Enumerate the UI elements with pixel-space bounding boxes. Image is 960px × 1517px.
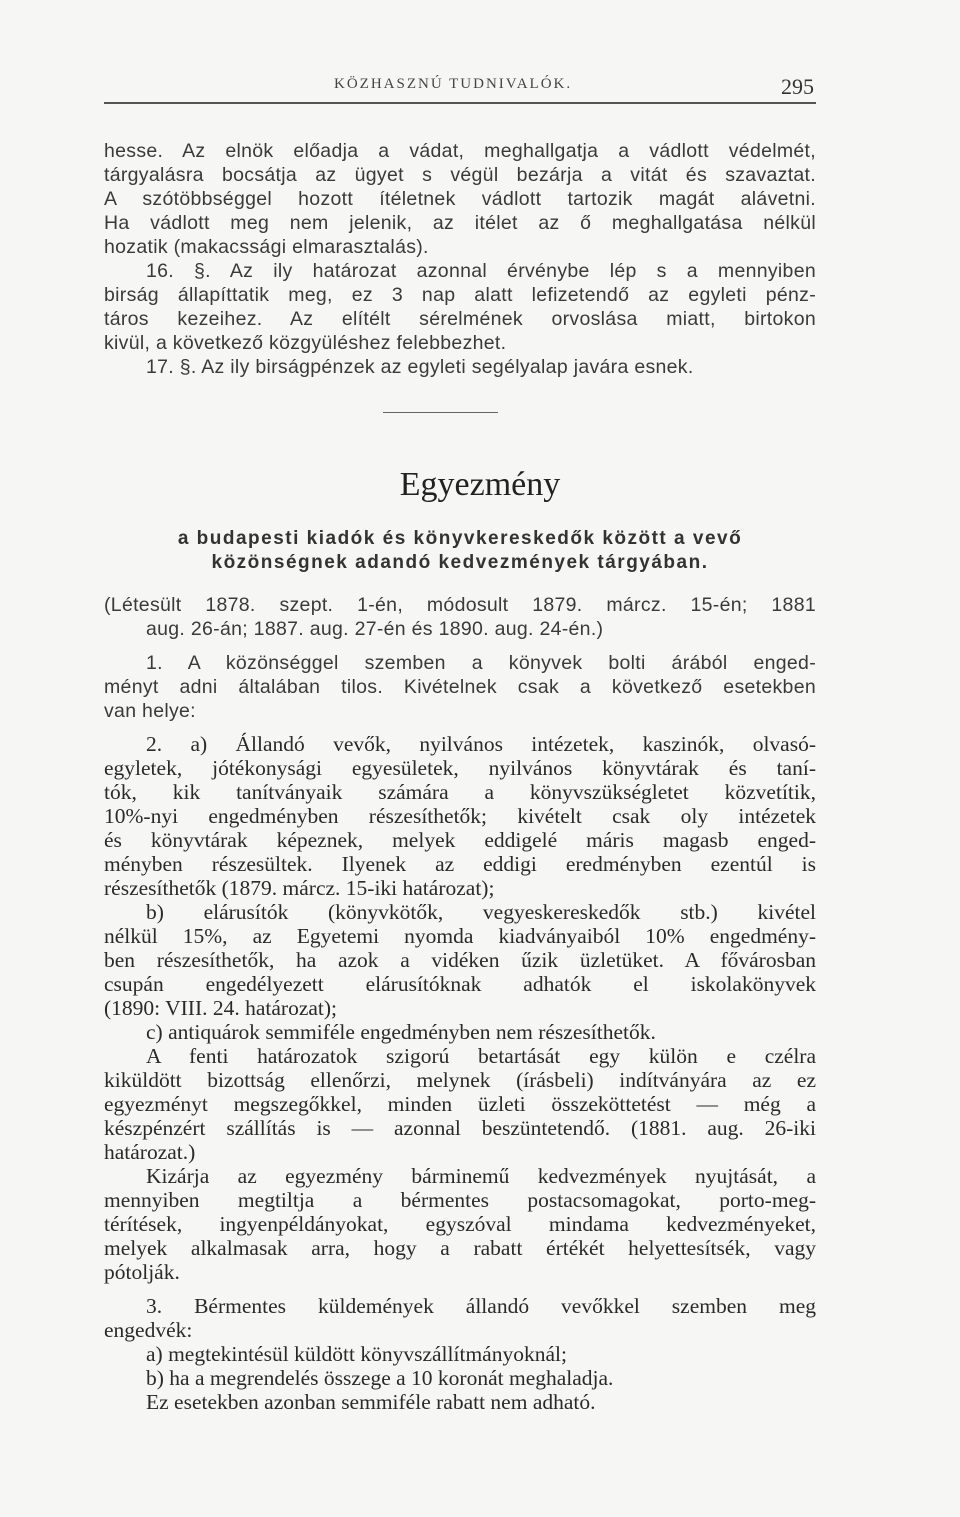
text-line: készpénzért szállítás is — azonnal beszüntetendő. (1881. aug. 26-iki bbox=[104, 1116, 816, 1140]
section-title: Egyezmény bbox=[399, 466, 561, 503]
text-line: 3. Bérmentes küldemények állandó vevőkkel szemben meg bbox=[146, 1294, 816, 1318]
text-line: pótolják. bbox=[104, 1260, 180, 1284]
text-line: határozat.) bbox=[104, 1140, 196, 1164]
text-line: A szótöbbséggel hozott ítéletnek vádlott tartozik magát alávetni. bbox=[104, 188, 816, 210]
text-line: térítések, ingyenpéldányokat, egyszóval mindama kedvezményeket, bbox=[104, 1212, 816, 1236]
section-divider bbox=[383, 412, 498, 413]
text-line: Kizárja az egyezmény bárminemű kedvezmények nyujtását, a bbox=[146, 1164, 816, 1188]
text-line: b) ha a megrendelés összege a 10 koronát meghaladja. bbox=[146, 1366, 614, 1390]
running-title: KÖZHASZNÚ TUDNIVALÓK. bbox=[334, 76, 573, 92]
text-line: ben részesíthetők, ha azok a vidéken űzik üzletüket. A fővárosban bbox=[104, 948, 816, 972]
text-line: 2. a) Állandó vevők, nyilvános intézetek, kaszinók, olvasó- bbox=[146, 732, 816, 756]
text-line: hozatik (makacssági elmarasztalás). bbox=[104, 236, 429, 258]
text-line: 1. A közönséggel szemben a könyvek bolti árából enged- bbox=[146, 652, 816, 674]
text-line: részesíthetők (1879. márcz. 15-iki határozat); bbox=[104, 876, 495, 900]
page-number: 295 bbox=[781, 74, 814, 99]
dates-line: (Létesült 1878. szept. 1-én, módosult 1879. márcz. 15-én; 1881 bbox=[104, 594, 816, 616]
text-line: mennyiben megtiltja a bérmentes postacsomagokat, porto-meg- bbox=[104, 1188, 816, 1212]
text-line: engedvék: bbox=[104, 1318, 193, 1342]
text-line: A fenti határozatok szigorú betartását egy külön e czélra bbox=[146, 1044, 816, 1068]
text-line: tók, kik tanítványaik számára a könyvszükségletet közvetítik, bbox=[104, 780, 816, 804]
text-line: birság állapíttatik meg, ez 3 nap alatt lefizetendő az egyleti pénz- bbox=[104, 284, 816, 306]
header-rule bbox=[104, 102, 816, 104]
text-line: egyezményt megszegőkkel, minden üzleti összeköttetést — még a bbox=[104, 1092, 816, 1116]
text-line: tárgyalásra bocsátja az ügyet s végül bezárja a vitát és szavaztat. bbox=[104, 164, 816, 186]
text-line: kivül, a következő közgyüléshez felebbezhet. bbox=[104, 332, 507, 354]
text-line: ményben részesültek. Ilyenek az eddigi eredményben ezentúl is bbox=[104, 852, 816, 876]
text-line: csupán engedélyezett elárusítóknak adhatók el iskolakönyvek bbox=[104, 972, 816, 996]
text-line: ményt adni általában tilos. Kivételnek csak a következő esetekben bbox=[104, 676, 816, 698]
text-line: 10%-nyi engedményben részesíthetők; kivételt csak oly intézetek bbox=[104, 804, 816, 828]
text-line: van helye: bbox=[104, 700, 196, 722]
text-line: Ez esetekben azonban semmiféle rabatt nem adható. bbox=[146, 1390, 596, 1414]
text-line: 16. §. Az ily határozat azonnal érvénybe lép s a mennyiben bbox=[146, 260, 816, 282]
subtitle-line: a budapesti kiadók és könyvkereskedők között a vevő bbox=[177, 528, 743, 549]
subtitle-line: közönségnek adandó kedvezmények tárgyában. bbox=[211, 552, 709, 573]
text-line: egyletek, jótékonysági egyesületek, nyilvános könyvtárak és taní- bbox=[104, 756, 816, 780]
text-line: táros kezeihez. Az elítélt sérelmének orvoslása miatt, birtokon bbox=[104, 308, 816, 330]
text-line: (1890: VIII. 24. határozat); bbox=[104, 996, 338, 1020]
page-header bbox=[104, 68, 816, 108]
text-line: melyek alkalmasak arra, hogy a rabatt értékét helyettesítsék, vagy bbox=[104, 1236, 816, 1260]
text-line: b) elárusítók (könyvkötők, vegyeskereskedők stb.) kivétel bbox=[146, 900, 816, 924]
text-line: 17. §. Az ily birságpénzek az egyleti segélyalap javára esnek. bbox=[146, 356, 694, 378]
text-line: kiküldött bizottság ellenőrzi, melynek (írásbeli) indítványára az ez bbox=[104, 1068, 816, 1092]
text-line: hesse. Az elnök előadja a vádat, meghallgatja a vádlott védelmét, bbox=[104, 140, 816, 162]
text-line: és könyvtárak képeznek, melyek eddigelé máris magasb enged- bbox=[104, 828, 816, 852]
text-line: nélkül 15%, az Egyetemi nyomda kiadványaiból 10% engedmény- bbox=[104, 924, 816, 948]
text-line: c) antiquárok semmiféle engedményben nem részesíthetők. bbox=[146, 1020, 656, 1044]
text-line: Ha vádlott meg nem jelenik, az itélet az ő meghallgatása nélkül bbox=[104, 212, 816, 234]
text-line: a) megtekintésül küldött könyvszállítmányoknál; bbox=[146, 1342, 567, 1366]
dates-line: aug. 26-án; 1887. aug. 27-én és 1890. aug. 24-én.) bbox=[146, 618, 604, 640]
